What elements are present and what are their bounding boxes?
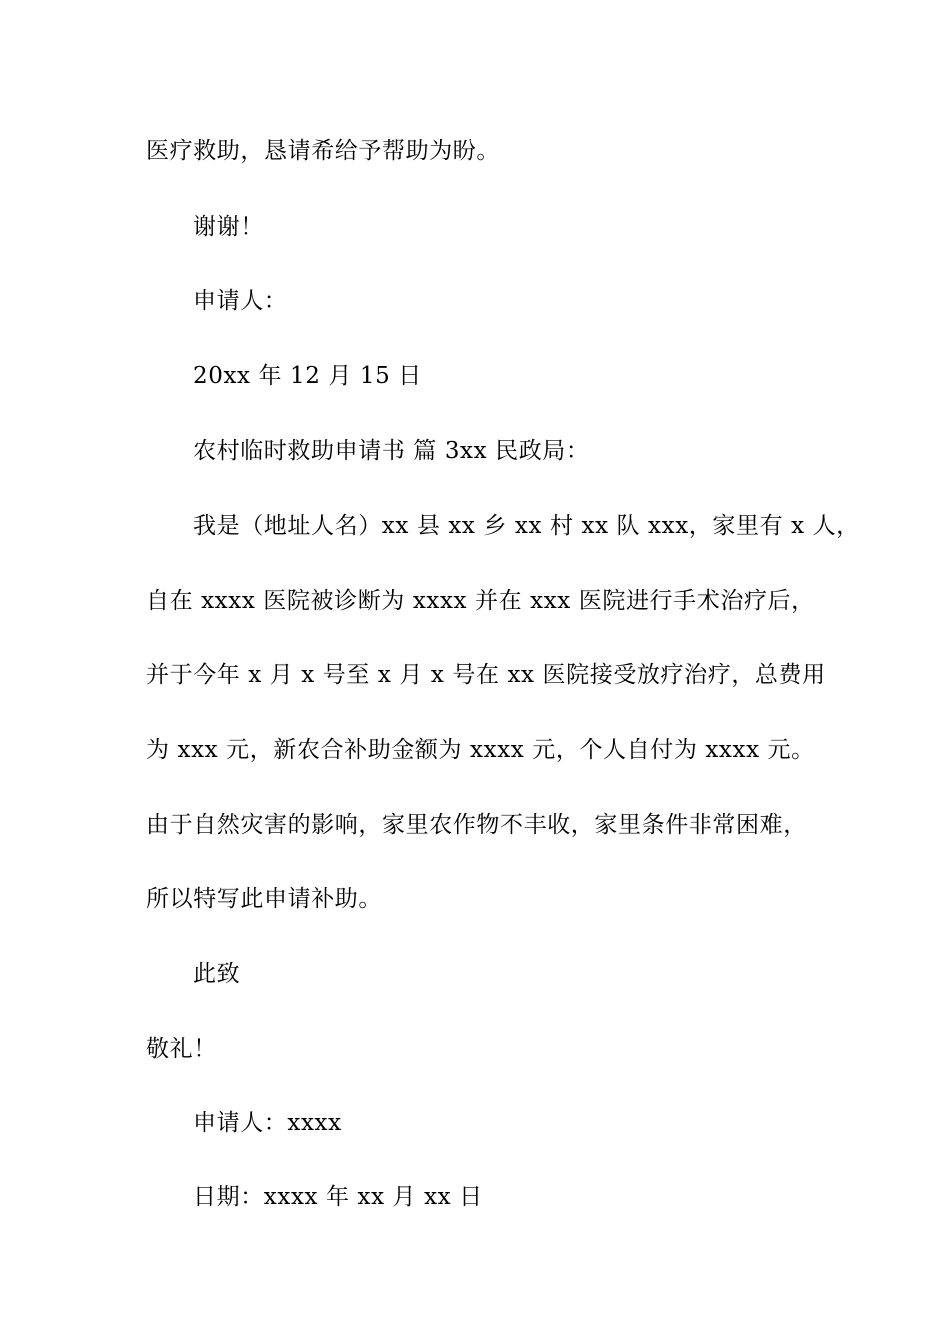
paragraph-line: 并于今年 x 月 x 号至 x 月 x 号在 xx 医院接受放疗治疗，总费用 [146, 662, 826, 688]
salutation-line: 敬礼！ [146, 1036, 217, 1062]
applicant-label: 申请人： [193, 288, 288, 314]
section-heading: 农村临时救助申请书 篇 3xx 民政局： [193, 438, 590, 464]
paragraph-line: 为 xxx 元，新农合补助金额为 xxxx 元，个人自付为 xxxx 元。 [146, 737, 815, 763]
applicant-signature: 申请人：xxxx [193, 1110, 342, 1136]
date-signature: 日期：xxxx 年 xx 月 xx 日 [193, 1184, 483, 1210]
date-line: 20xx 年 12 月 15 日 [193, 363, 422, 389]
paragraph-line: 所以特写此申请补助。 [146, 886, 382, 912]
paragraph-line: 自在 xxxx 医院被诊断为 xxxx 并在 xxx 医院进行手术治疗后， [146, 588, 815, 614]
paragraph-line: 我是（地址人名）xx 县 xx 乡 xx 村 xx 队 xxx，家里有 x 人， [193, 513, 860, 539]
thanks-line: 谢谢！ [193, 214, 264, 240]
paragraph-line: 医疗救助，恳请希给予帮助为盼。 [146, 138, 500, 164]
closing-line: 此致 [193, 961, 241, 987]
paragraph-line: 由于自然灾害的影响，家里农作物不丰收，家里条件非常困难， [146, 812, 807, 838]
